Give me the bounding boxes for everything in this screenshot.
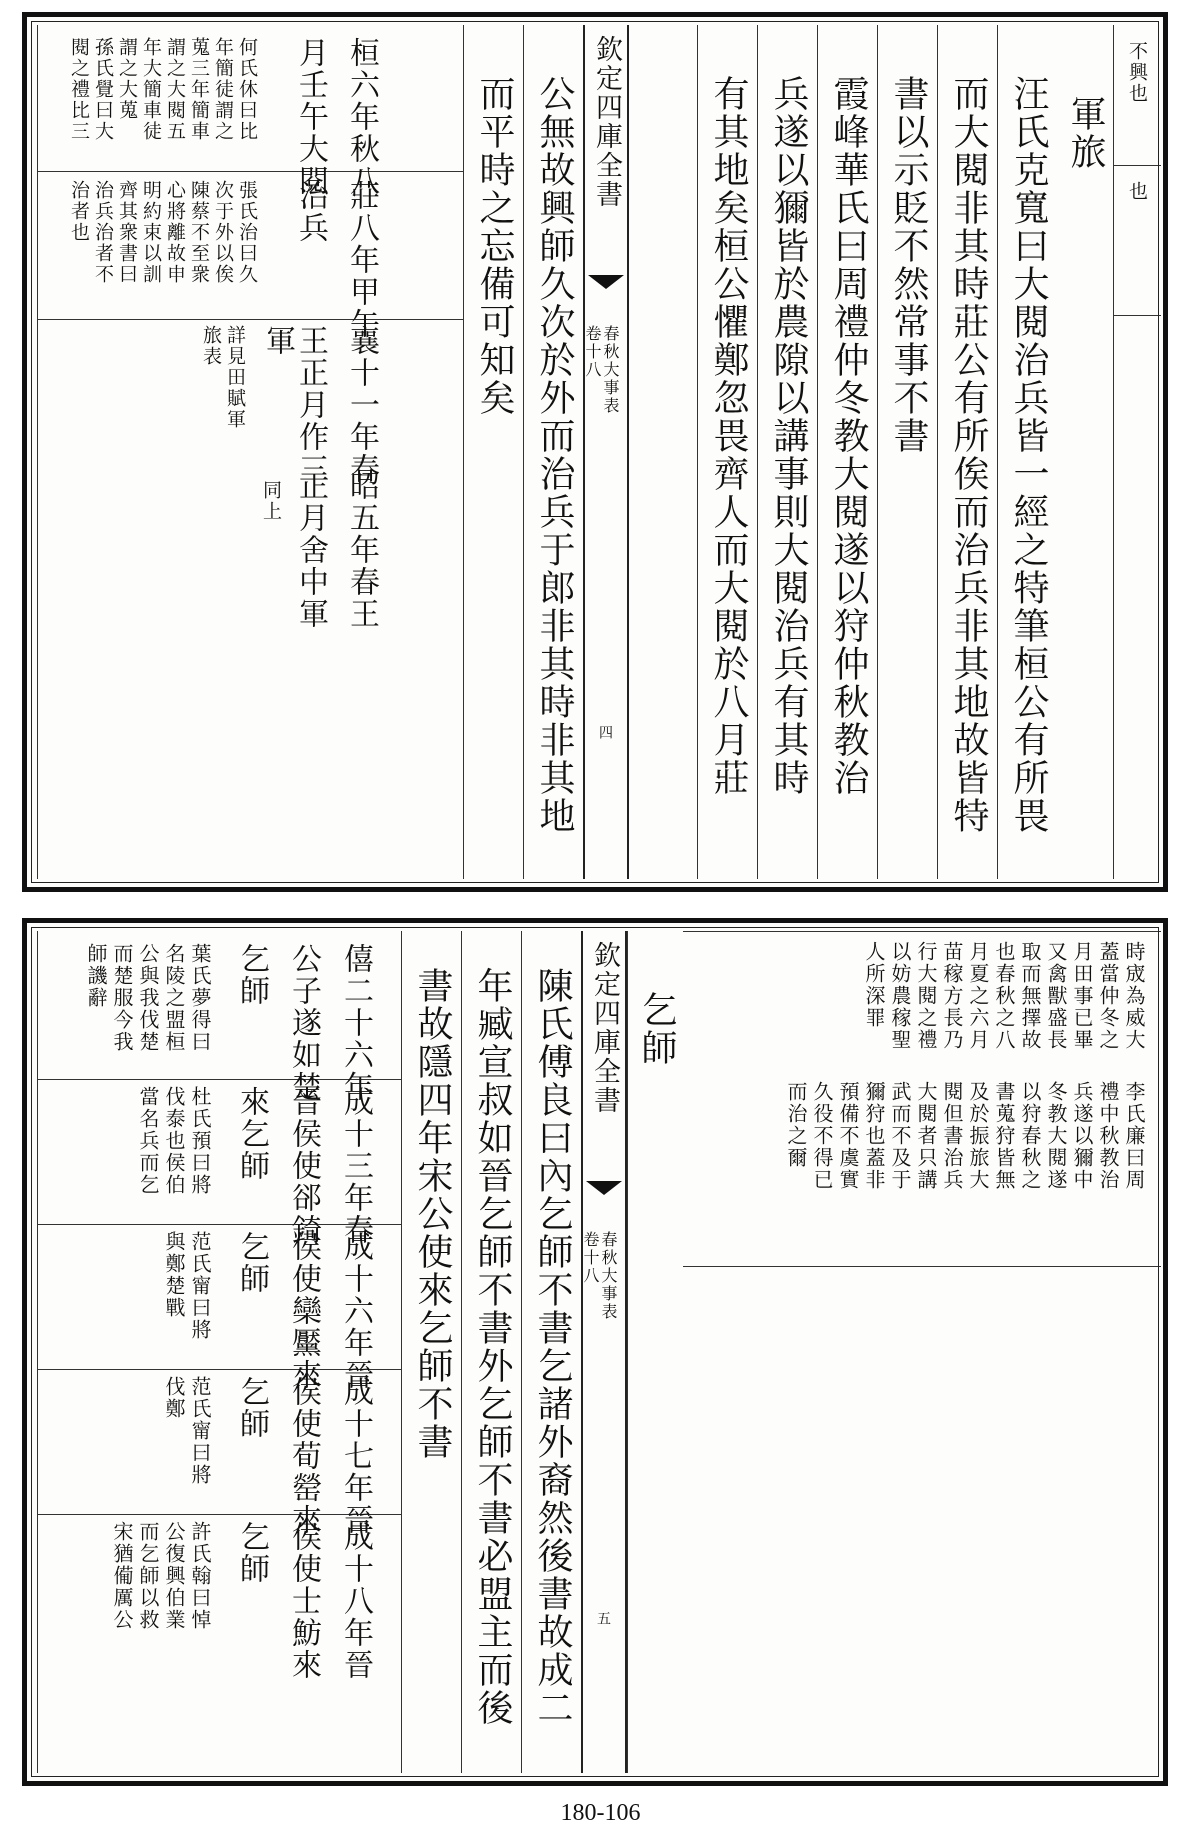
table-cell: 師譏辭: [84, 943, 108, 1009]
table-cell: 成十六年晉: [338, 1231, 373, 1391]
text-column: [401, 931, 461, 1773]
annotation-line: 月田事已畢: [1070, 941, 1094, 1051]
note-line: 詳見田賦軍: [224, 325, 246, 430]
spine-volume: 卷十八: [581, 1231, 600, 1285]
note-line: 謂之大閱五: [164, 37, 186, 142]
table-cell: 宋猶僃厲公: [110, 1521, 134, 1631]
annotation-line: 人所深罪: [862, 941, 886, 1029]
table-cell: 伐泰也侯伯: [162, 1086, 186, 1196]
table-cell: 治兵: [293, 180, 328, 244]
note-line: 年簡徒謂之: [212, 37, 234, 142]
annotation-line: 大閱者只講: [914, 1081, 938, 1191]
page-footer-number: 180-106: [560, 1800, 641, 1826]
spine-page-number: 四: [597, 725, 613, 741]
table-cell: 而乞師以救: [136, 1521, 160, 1631]
table-cell: 公子遂如楚: [286, 943, 321, 1103]
text-column: [937, 25, 997, 879]
table-cell: 侯使欒黶來: [286, 1231, 321, 1391]
section-heading: 軍旅: [1065, 95, 1106, 171]
note-line: 旅表: [200, 325, 222, 367]
section-heading-col: [627, 931, 683, 1773]
text-line: 書以示貶不然常事不書: [888, 75, 929, 455]
divider: [1114, 165, 1161, 166]
annotation-line: 武而不及于: [888, 1081, 912, 1191]
table-cell: 名陵之盟桓: [162, 943, 186, 1053]
table-cell: 昭五年春王: [344, 470, 379, 630]
table-cell: 范氏甯曰將: [188, 1231, 212, 1341]
annotation-line: 以妨農稼聖: [888, 941, 912, 1051]
text-column: [461, 931, 521, 1773]
table-cell: 來乞師: [234, 1086, 269, 1182]
section-heading-col: [1057, 25, 1113, 879]
annotation-line: 取而無擇故: [1018, 941, 1042, 1051]
table-cell: 侯使士魴來: [286, 1521, 321, 1681]
records-table: [37, 931, 401, 1773]
text-line: 陳氏傅良曰內乞師不書乞諸外裔然後書故成二: [532, 967, 573, 1727]
spine: [583, 25, 629, 879]
table-cell: 公與我伐楚: [136, 943, 160, 1053]
table-cell: 成十八年晉: [338, 1521, 373, 1681]
spine-subtitle: 春秋大事表: [599, 1231, 618, 1321]
spine: [581, 931, 627, 1773]
annotation-line: 苗稼方長乃: [940, 941, 964, 1051]
annotation-line: 以狩春秋之: [1018, 1081, 1042, 1191]
text-column: [757, 25, 817, 879]
note-line: 蒐三年簡車: [188, 37, 210, 142]
annotation-line: 李氏廉曰周: [1122, 1081, 1146, 1191]
table-cell: 乞師: [234, 943, 269, 1007]
annotation-line: 又禽獸盛長: [1044, 941, 1068, 1051]
divider: [1114, 315, 1161, 316]
bottom-page: [22, 918, 1168, 1786]
table-cell: 襄十一年春: [344, 325, 379, 485]
note-line: 孫氏覺曰大: [92, 37, 114, 142]
text-column: [817, 25, 877, 879]
table-note: 同上: [260, 480, 282, 522]
text-line: 公無故興師久次於外而治兵于郎非其時非其地: [534, 75, 575, 835]
table-cell: 伐鄭: [162, 1376, 186, 1420]
note-line: 陳蔡不至衆: [188, 180, 210, 285]
table-cell: 侯使荀罃來: [286, 1376, 321, 1536]
annotation-line: 久役不得已: [810, 1081, 834, 1191]
note-line: 治兵治者不: [92, 180, 114, 285]
table-cell: 正月舍中軍: [293, 470, 328, 630]
table-cell: 乞師: [234, 1231, 269, 1295]
annotation-line: 獮狩也蓋非: [862, 1081, 886, 1191]
text-line: 霞峰華氏曰周禮仲冬教大閱遂以狩仲秋教治: [828, 75, 869, 797]
divider: [683, 931, 1161, 932]
section-heading: 乞師: [636, 991, 677, 1067]
note-line: 張氏治曰久: [236, 180, 258, 285]
annotation-line: 閱但書治兵: [940, 1081, 964, 1191]
table-cell: 桓六年秋八: [344, 37, 379, 197]
table-cell: 乞師: [234, 1376, 269, 1440]
note-line: 齊其衆書曰: [116, 180, 138, 285]
text-column: [463, 25, 523, 879]
top-page: [22, 12, 1168, 892]
annotation-line: 預備不虞實: [836, 1081, 860, 1191]
annotation-line: 時宬為威大: [1122, 941, 1146, 1051]
margin-text-1: 不興也: [1126, 41, 1148, 104]
note-line: 治者也: [68, 180, 90, 243]
divider: [38, 319, 463, 320]
right-margin-strip: [1113, 25, 1161, 879]
table-cell: 公復興伯業: [162, 1521, 186, 1631]
table-cell: 乞師: [234, 1521, 269, 1585]
text-line: 兵遂以獮皆於農隙以講事則大閱治兵有其時: [768, 75, 809, 797]
note-line: 明約束以訓: [140, 180, 162, 285]
table-cell: 成十七年晉: [338, 1376, 373, 1536]
table-cell: 軍: [260, 325, 295, 357]
fishtail-icon: [586, 1181, 622, 1197]
text-column: [877, 25, 937, 879]
table-cell: 杜氏預曰將: [188, 1086, 212, 1196]
text-line: 書故隱四年宋公使來乞師不書: [412, 967, 453, 1461]
table-cell: 葉氏夢得曰: [188, 943, 212, 1053]
note-line: 心將離故申: [164, 180, 186, 285]
text-line: 汪氏克寬曰大閱治兵皆一經之特筆桓公有所畏: [1008, 75, 1049, 835]
annotation-block: [683, 931, 1161, 1773]
table-cell: 月壬午大閱: [293, 37, 328, 197]
note-line: 謂之大蒐: [116, 37, 138, 121]
text-line: 而平時之忘備可知矣: [474, 75, 515, 417]
table-cell: 許氏翰曰悼: [188, 1521, 212, 1631]
annotation-line: 及於振旅大: [966, 1081, 990, 1191]
text-line: 有其地矣桓公懼鄭忽畏齊人而大閱於八月莊: [708, 75, 749, 797]
note-line: 次于外以俟: [212, 180, 234, 285]
divider: [38, 171, 463, 172]
table-cell: 與鄭楚戰: [162, 1231, 186, 1319]
records-table: [37, 25, 463, 879]
table-cell: 當名兵而乞: [136, 1086, 160, 1196]
annotation-line: 蓋當仲冬之: [1096, 941, 1120, 1051]
divider: [683, 1266, 1161, 1267]
spine-volume: 卷十八: [583, 325, 602, 379]
table-cell: 王正月作三: [293, 325, 328, 485]
table-cell: 成十三年春: [338, 1086, 373, 1246]
annotation-line: 月夏之六月: [966, 941, 990, 1051]
text-column: [997, 25, 1057, 879]
annotation-line: 禮中秋教治: [1096, 1081, 1120, 1191]
text-column: [697, 25, 757, 879]
text-column: [523, 25, 583, 879]
annotation-line: 行大閱之禮: [914, 941, 938, 1051]
annotation-line: 兵遂以獮中: [1070, 1081, 1094, 1191]
fishtail-icon: [588, 275, 624, 291]
table-cell: 晉侯使郤錡: [286, 1086, 321, 1246]
annotation-line: 而治之爾: [784, 1081, 808, 1169]
table-cell: 莊八年甲午: [344, 180, 379, 340]
annotation-line: 冬教大閱遂: [1044, 1081, 1068, 1191]
annotation-line: 也春秋之八: [992, 941, 1016, 1051]
annotation-line: 書蒐狩皆無: [992, 1081, 1016, 1191]
note-line: 閱之禮比三: [68, 37, 90, 142]
note-line: 年大簡車徒: [140, 37, 162, 142]
spine-subtitle: 春秋大事表: [601, 325, 620, 415]
margin-text-2: 也: [1126, 181, 1148, 202]
table-cell: 而楚服今我: [110, 943, 134, 1053]
table-cell: 范氏甯曰將: [188, 1376, 212, 1486]
spine-title: 欽定四庫全書: [591, 35, 622, 209]
spine-title: 欽定四庫全書: [589, 941, 620, 1115]
text-line: 而大閱非其時莊公有所俟而治兵非其地故皆特: [948, 75, 989, 835]
spine-page-number: 五: [595, 1611, 611, 1627]
text-line: 年臧宣叔如晉乞師不書外乞師不書必盟主而後: [472, 967, 513, 1727]
note-line: 何氏休曰比: [236, 37, 258, 142]
text-column: [521, 931, 581, 1773]
table-cell: 僖二十六年: [338, 943, 373, 1103]
